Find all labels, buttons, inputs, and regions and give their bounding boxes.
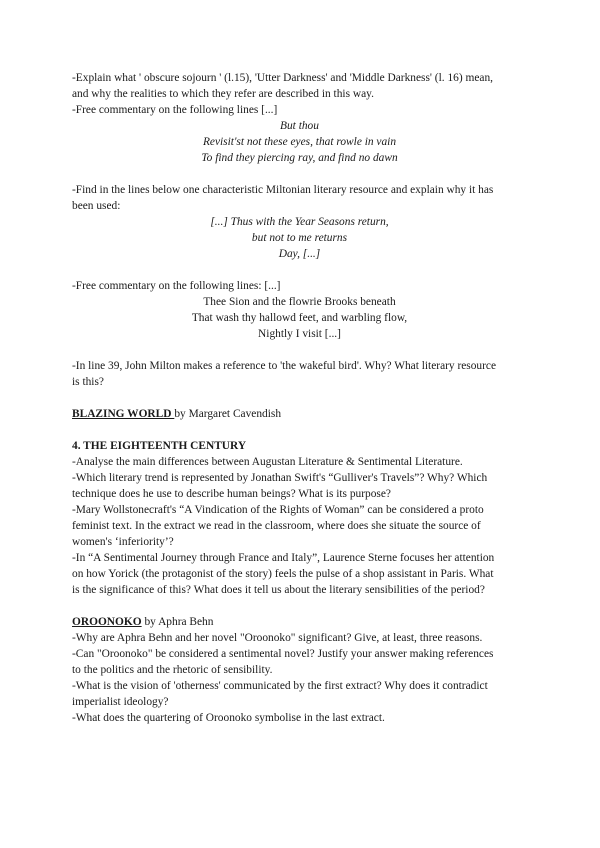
question-free-commentary-2: -Free commentary on the following lines: [...] [72,280,281,292]
question-line: -Can "Oroonoko" be considered a sentimental novel? Justify your answer making references [72,648,494,660]
question-free-commentary-1: -Free commentary on the following lines [...] [72,104,278,116]
section-heading-oroonoko [72,614,527,630]
question-obscure-sojourn-line1: -Explain what ' obscure sojourn ' (l.15), 'Utter Darkness' and 'Middle Darkness' (l. 16) mean, [72,72,494,84]
verse-line: Nightly I visit [...] [258,328,341,340]
question-line: is the significance of this? What does it tell us about the literary sensibilities of the period? [72,584,485,596]
question-line: -Mary Wollstonecraft's “A Vindication of the Rights of Woman” can be considered a proto [72,504,484,516]
question-line: technique does he use to describe human beings? What is its purpose? [72,488,391,500]
question-wakeful-bird-line2: is this? [72,376,104,388]
question-line: -What is the vision of 'otherness' communicated by the first extract? Why does it contradict [72,680,488,692]
question-wakeful-bird-line1: -In line 39, John Milton makes a reference to 'the wakeful bird'. Why? What literary resource [72,360,497,372]
question-obscure-sojourn-line2: and why the realities to which they refer are described in this way. [72,88,374,100]
document-page [72,70,527,726]
question-line: -Which literary trend is represented by Jonathan Swift's “Gulliver's Travels”? Why? Which [72,472,488,484]
blazing-world-author: by Margaret Cavendish [174,408,282,420]
verse-line: That wash thy hallowd feet, and warbling flow, [191,312,408,324]
spacer [72,422,527,438]
verse-line: Revisit'st not these eyes, that rowle in vain [202,136,397,148]
section-heading-blazing-world [72,406,527,422]
question-line: -In “A Sentimental Journey through France and Italy”, Laurence Sterne focuses her attention [72,552,495,564]
question-line: -Why are Aphra Behn and her novel "Oroonoko" significant? Give, at least, three reasons. [72,632,483,644]
spacer [72,342,527,358]
question-literary-resource-line2: been used: [72,200,121,212]
question-line: women's ‘inferiority’? [72,536,174,548]
question-line: -What does the quartering of Oroonoko symbolise in the last extract. [72,712,385,724]
question-line: to the politics and the rhetoric of sensibility. [72,664,273,676]
verse-line: but not to me returns [251,232,348,244]
spacer [72,598,527,614]
oroonoko-title: OROONOKO [72,616,142,628]
verse-line: To find they piercing ray, and find no dawn [201,152,398,164]
spacer [72,390,527,406]
section-heading-eighteenth-century: 4. THE EIGHTEENTH CENTURY [72,440,247,452]
spacer [72,262,527,278]
spacer [72,166,527,182]
oroonoko-author: by Aphra Behn [141,616,214,628]
question-literary-resource-line1: -Find in the lines below one characteristic Miltonian literary resource and explain why it has [72,184,494,196]
question-line: imperialist ideology? [72,696,169,708]
verse-line: [...] Thus with the Year Seasons return, [210,216,389,228]
question-line: feminist text. In the extract we read in the classroom, where does she situate the source of [72,520,481,532]
question-line: -Analyse the main differences between Augustan Literature & Sentimental Literature. [72,456,463,468]
verse-line: But thou [280,120,319,132]
verse-line: Thee Sion and the flowrie Brooks beneath [203,296,396,308]
blazing-world-title: BLAZING WORLD [72,408,175,420]
question-line: on how Yorick (the protagonist of the story) feels the pulse of a shop assistant in Paris. What [72,568,494,580]
verse-line: Day, [...] [278,248,321,260]
